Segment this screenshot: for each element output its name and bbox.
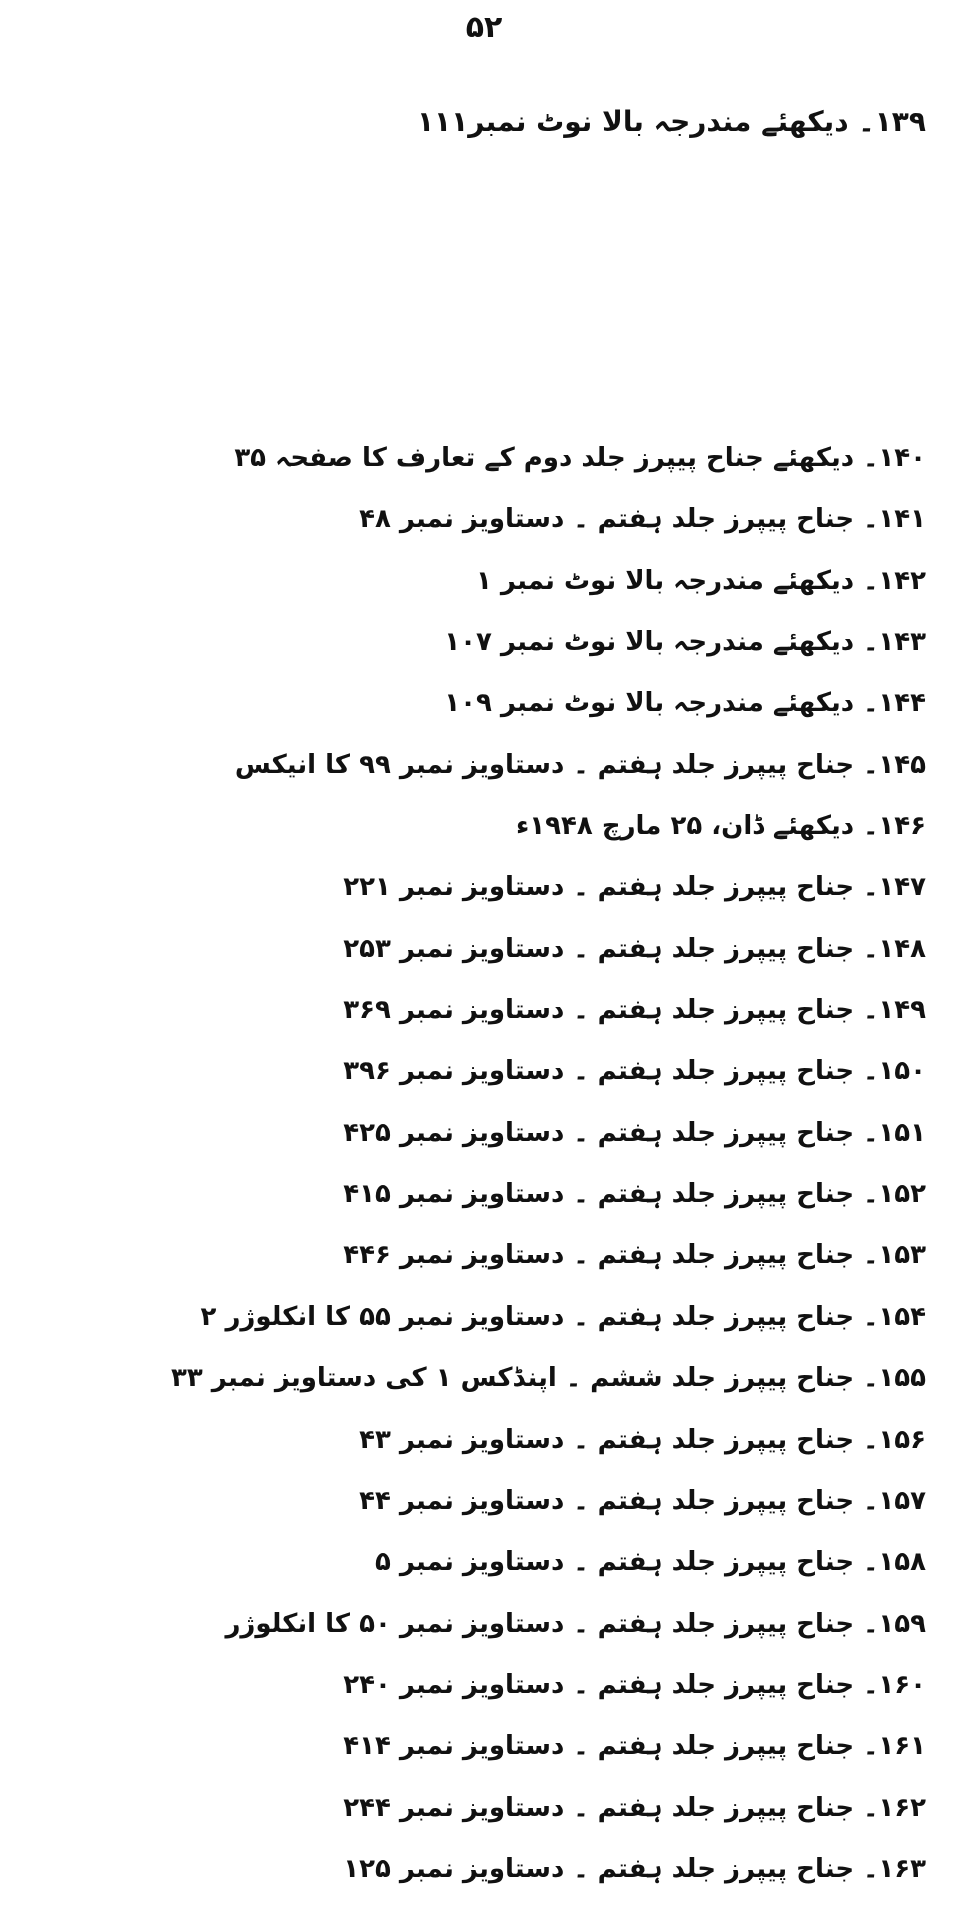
page-number: ۵۲ [465,10,503,45]
footnote-item: ۱۶۳۔ جناح پیپرز جلد ہفتم ۔ دستاویز نمبر ۱۲۵ [343,1853,926,1884]
footnote-item: ۱۶۱۔ جناح پیپرز جلد ہفتم ۔ دستاویز نمبر ۴۱۴ [343,1731,926,1762]
footnote-139: ۱۳۹۔ دیکھئے مندرجہ بالا نوٹ نمبر۱۱۱ [416,105,926,138]
footnote-item: ۱۶۰۔ جناح پیپرز جلد ہفتم ۔ دستاویز نمبر ۲۴۰ [343,1669,926,1700]
footnote-item: ۱۴۰۔ دیکھئے جناح پیپرز جلد دوم کے تعارف کا صفحہ ۳۵ [234,443,926,473]
footnote-item: ۱۴۳۔ دیکھئے مندرجہ بالا نوٹ نمبر ۱۰۷ [444,627,926,658]
footnote-item: ۱۵۴۔ جناح پیپرز جلد ہفتم ۔ دستاویز نمبر ۵۵ کا انکلوژر ۲ [200,1301,926,1332]
footnote-list [26,443,926,1915]
footnote-item: ۱۵۹۔ جناح پیپرز جلد ہفتم ۔ دستاویز نمبر ۵۰ کا انکلوژر [225,1608,926,1639]
footnote-item: ۱۵۵۔ جناح پیپرز جلد ششم ۔ اپنڈکس ۱ کی دستاویز نمبر ۳۳ [170,1363,926,1394]
footnote-item: ۱۵۳۔ جناح پیپرز جلد ہفتم ۔ دستاویز نمبر ۴۴۶ [343,1240,926,1271]
footnote-item: ۱۴۲۔ دیکھئے مندرجہ بالا نوٹ نمبر ۱ [476,565,926,596]
footnote-item: ۱۴۴۔ دیکھئے مندرجہ بالا نوٹ نمبر ۱۰۹ [444,688,926,719]
footnote-item: ۱۶۲۔ جناح پیپرز جلد ہفتم ۔ دستاویز نمبر ۲۴۴ [343,1792,926,1823]
footnote-item: ۱۵۲۔ جناح پیپرز جلد ہفتم ۔ دستاویز نمبر ۴۱۵ [343,1179,926,1210]
footnote-item: ۱۴۱۔ جناح پیپرز جلد ہفتم ۔ دستاویز نمبر ۴۸ [359,504,926,535]
footnote-item: ۱۴۹۔ جناح پیپرز جلد ہفتم ۔ دستاویز نمبر ۳۶۹ [343,995,926,1026]
footnote-item: ۱۵۰۔ جناح پیپرز جلد ہفتم ۔ دستاویز نمبر ۳۹۶ [343,1056,926,1087]
footnote-item: ۱۴۶۔ دیکھئے ڈان، ۲۵ مارچ ۱۹۴۸ء [516,811,926,842]
footnote-item: ۱۵۱۔ جناح پیپرز جلد ہفتم ۔ دستاویز نمبر ۴۲۵ [343,1117,926,1148]
footnote-item: ۱۵۶۔ جناح پیپرز جلد ہفتم ۔ دستاویز نمبر ۴۳ [359,1424,926,1455]
footnote-item: ۱۵۸۔ جناح پیپرز جلد ہفتم ۔ دستاویز نمبر ۵ [374,1547,926,1578]
footnote-item: ۱۴۵۔ جناح پیپرز جلد ہفتم ۔ دستاویز نمبر ۹۹ کا انیکس [234,749,926,780]
footnote-item: ۱۴۷۔ جناح پیپرز جلد ہفتم ۔ دستاویز نمبر ۲۲۱ [343,872,926,903]
footnote-item: ۱۵۷۔ جناح پیپرز جلد ہفتم ۔ دستاویز نمبر ۴۴ [359,1485,926,1516]
footnote-item: ۱۴۸۔ جناح پیپرز جلد ہفتم ۔ دستاویز نمبر ۲۵۳ [343,933,926,964]
